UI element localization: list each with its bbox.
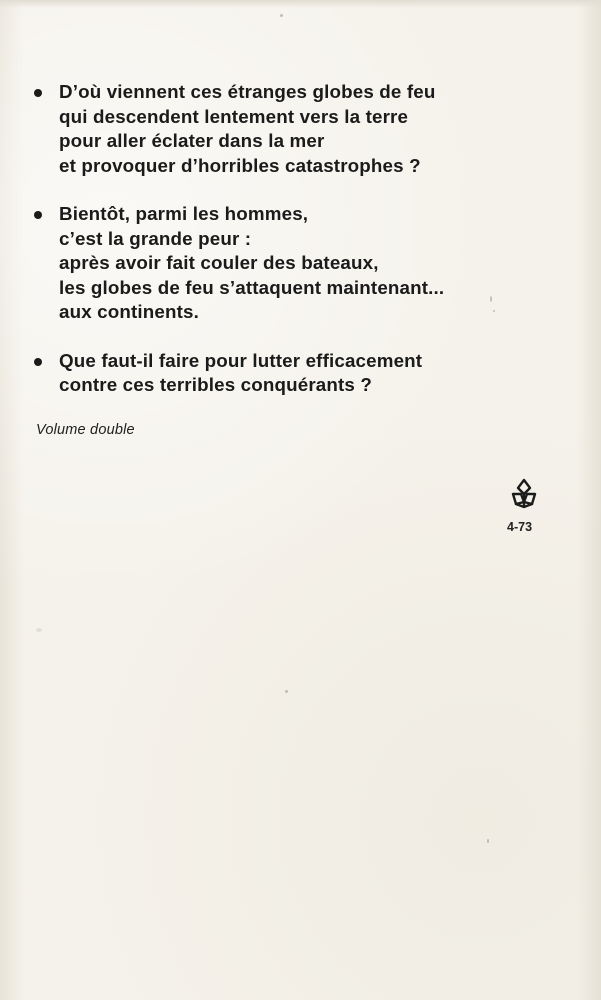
blurb-line: qui descendent lentement vers la terre (59, 105, 409, 127)
paper-speck (487, 839, 489, 843)
paper-top-edge (0, 0, 601, 8)
blurb-line: les globes de feu s’attaquent maintenant... (59, 276, 445, 298)
publisher-logo-icon (506, 476, 542, 512)
paper-speck (280, 14, 283, 17)
blurb-line: pour aller éclater dans la mer (59, 130, 325, 151)
blurb-line: après avoir fait couler des bateaux, (59, 252, 379, 273)
bullet-icon (34, 358, 42, 366)
bullet-icon (34, 211, 42, 219)
blurb-line: Que faut-il faire pour lutter efficacement (59, 349, 423, 371)
paper-speck (493, 310, 495, 312)
blurb-line: D’où viennent ces étranges globes de feu (59, 81, 436, 102)
blurb-paragraph-1 (34, 80, 464, 178)
volume-note: Volume double (36, 422, 135, 438)
paper-speck (36, 628, 42, 632)
blurb-line: et provoquer d’horribles catastrophes ? (59, 154, 421, 176)
blurb-paragraph-2 (34, 202, 464, 325)
blurb-line: c’est la grande peur : (59, 227, 252, 249)
blurb-line: Bientôt, parmi les hommes, (59, 203, 309, 224)
catalog-code: 4-73 (507, 520, 533, 534)
bullet-icon (34, 89, 42, 97)
blurb-line: aux continents. (59, 301, 200, 322)
blurb-text (34, 80, 464, 422)
blurb-paragraph-3 (34, 349, 464, 398)
paper-speck (285, 690, 288, 693)
paper-speck (490, 296, 492, 302)
blurb-line: contre ces terribles conquérants ? (59, 374, 373, 395)
